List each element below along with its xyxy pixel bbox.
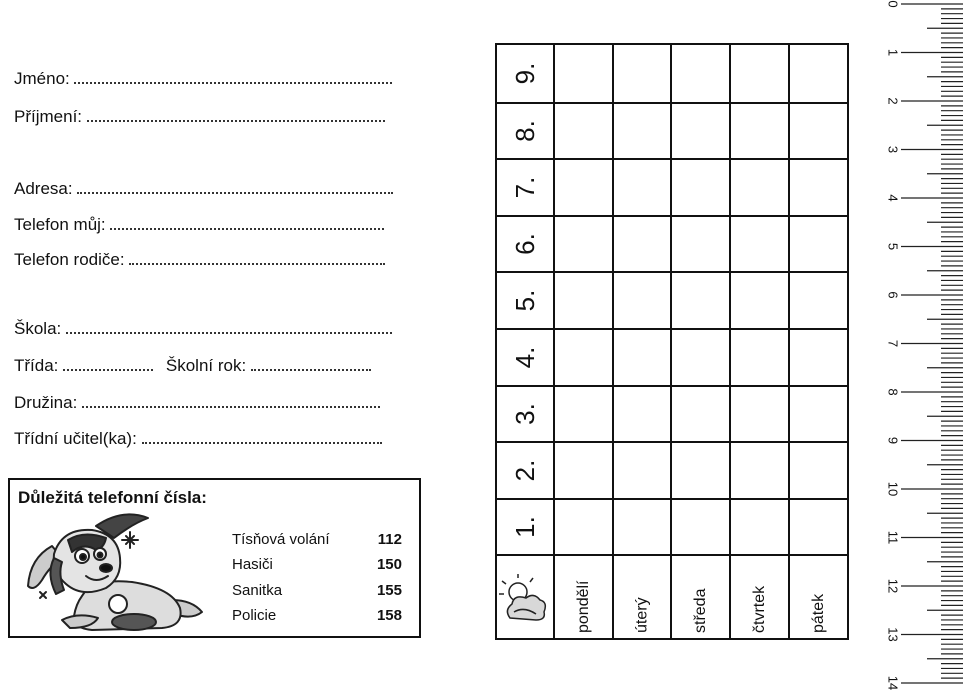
period-number: 9.	[510, 62, 540, 85]
my-phone-field[interactable]	[14, 214, 384, 235]
ruler-label: 3	[885, 145, 901, 154]
teacher-dotted-line	[142, 428, 382, 444]
day-label: pondělí	[575, 580, 592, 633]
important-phones-box	[8, 478, 421, 638]
class-dotted-line[interactable]	[63, 355, 153, 371]
period-number: 1.	[510, 516, 540, 538]
parent-phone-dotted-line	[129, 249, 385, 265]
day-label: úterý	[633, 597, 651, 633]
surname-dotted-line	[87, 106, 385, 122]
ruler-label: 12	[885, 578, 901, 594]
school-label: Škola:	[14, 319, 62, 338]
school-year-label: Školní rok:	[165, 356, 247, 375]
school-dotted-line	[66, 318, 392, 334]
period-number: 8.	[510, 120, 540, 142]
period-number: 7.	[510, 176, 540, 199]
my-phone-label: Telefon můj:	[14, 215, 106, 234]
day-label: pátek	[810, 593, 827, 633]
name-label: Jméno:	[14, 69, 70, 88]
period-number: 3.	[510, 403, 540, 425]
name-dotted-line	[74, 68, 392, 84]
ruler-label: 0	[885, 0, 901, 8]
day-label: středa	[692, 588, 709, 633]
school-field[interactable]	[14, 318, 392, 339]
ruler-label: 4	[885, 194, 901, 202]
ruler-label: 13	[885, 627, 901, 642]
phone-row-police	[232, 607, 402, 627]
phone-row-firefighters	[232, 556, 402, 576]
surname-label: Příjmení:	[14, 107, 83, 126]
club-dotted-line	[82, 392, 380, 408]
my-phone-dotted-line	[110, 214, 384, 230]
club-label: Družina:	[14, 393, 78, 412]
dog-on-phone-icon	[22, 508, 207, 634]
parent-phone-field[interactable]	[14, 249, 385, 270]
ruler-label: 1	[885, 48, 901, 57]
phone-number: 158	[376, 607, 402, 624]
ruler-label: 8	[885, 388, 901, 396]
phone-label: Hasiči	[232, 556, 273, 573]
ruler-label: 6	[885, 291, 901, 299]
phone-label: Policie	[232, 607, 277, 624]
phone-label: Sanitka	[232, 582, 283, 599]
timetable-grid	[495, 43, 855, 641]
phones-title: Důležitá telefonní čísla:	[18, 488, 207, 507]
address-dotted-line	[77, 178, 393, 194]
phone-number: 112	[377, 531, 402, 548]
period-number: 4.	[510, 346, 540, 369]
address-label: Adresa:	[14, 179, 73, 198]
ruler-label: 9	[885, 436, 901, 445]
teacher-field[interactable]	[14, 428, 382, 449]
ruler	[875, 0, 963, 694]
phone-number: 150	[376, 556, 402, 573]
ruler-label: 5	[885, 242, 901, 251]
ruler-label: 10	[885, 481, 901, 497]
class-label: Třída:	[14, 356, 59, 375]
parent-phone-label: Telefon rodiče:	[14, 250, 125, 269]
period-number: 2.	[510, 459, 540, 482]
ruler-label: 14	[885, 675, 901, 691]
teacher-label: Třídní učitel(ka):	[14, 429, 137, 448]
club-field[interactable]	[14, 392, 380, 413]
phone-row-ambulance	[232, 582, 402, 602]
ruler-label: 11	[885, 530, 901, 545]
surname-field[interactable]	[14, 106, 385, 127]
phone-number: 155	[376, 582, 402, 599]
phone-label: Tísňová volání	[232, 531, 330, 548]
period-number: 5.	[510, 289, 540, 312]
school-year-dotted-line[interactable]	[251, 355, 371, 371]
ruler-label: 7	[885, 339, 901, 348]
phone-row-emergency	[232, 531, 402, 551]
sun-cloud-icon	[499, 574, 545, 620]
period-number: 6.	[510, 233, 540, 255]
class-row	[14, 355, 371, 376]
ruler-label: 2	[885, 97, 901, 105]
name-field[interactable]	[14, 68, 392, 89]
address-field[interactable]	[14, 178, 393, 199]
day-label: čtvrtek	[751, 585, 768, 633]
